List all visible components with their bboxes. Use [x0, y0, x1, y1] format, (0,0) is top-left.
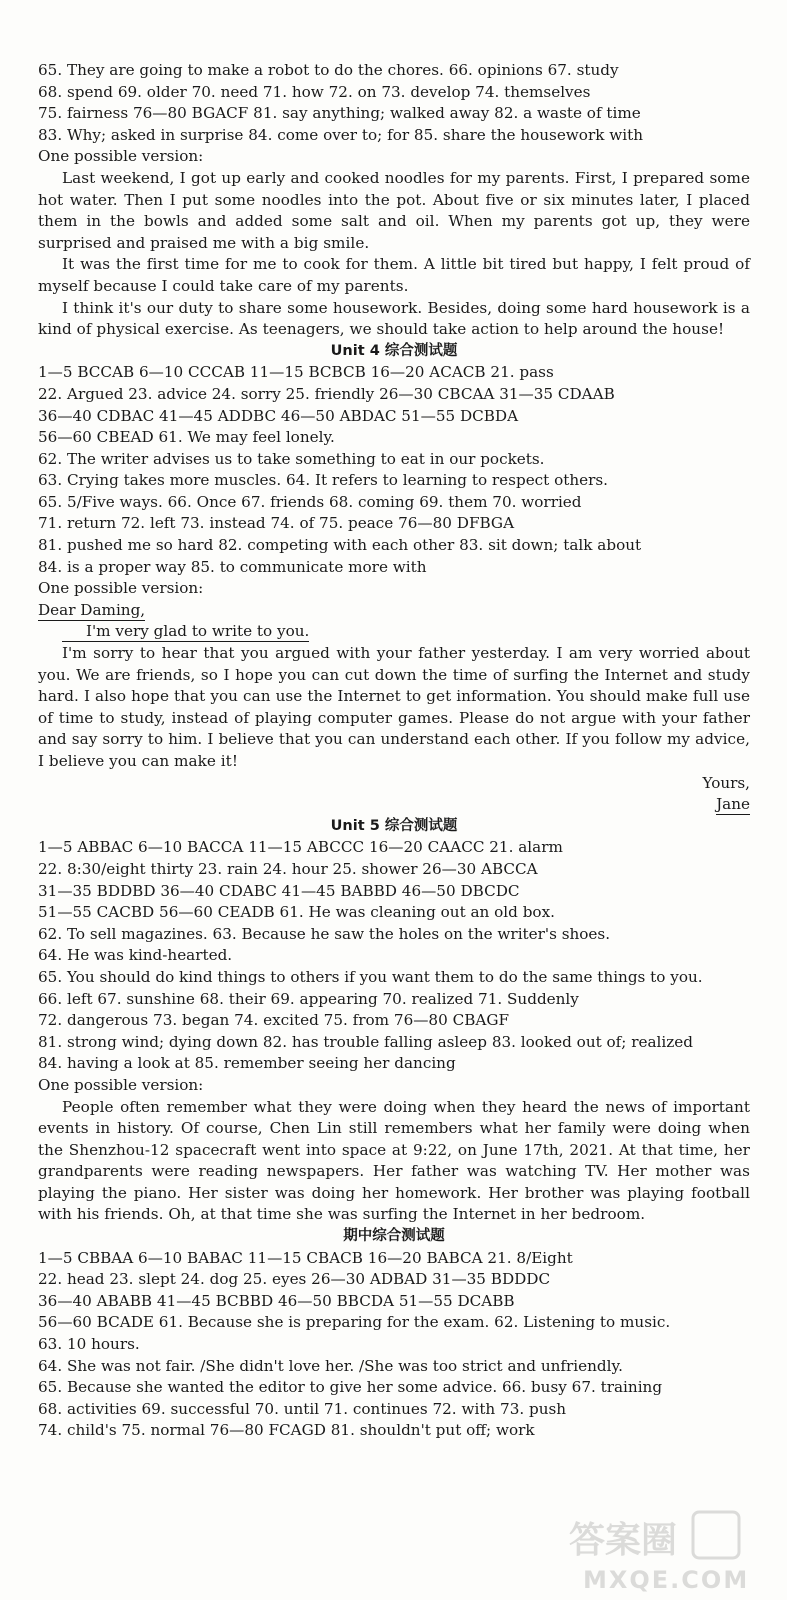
watermark-chinese: 答案圈 [569, 1520, 678, 1561]
answer-line: 75. fairness 76—80 BGACF 81. say anything; walked away 82. a waste of time [38, 104, 641, 123]
answer-line: 56—60 CBEAD 61. We may feel lonely. [38, 428, 335, 447]
section-title: Unit 4 综合测试题 [330, 342, 458, 359]
watermark-latin: MXQE.COM [583, 1566, 750, 1594]
letter-body: I'm sorry to hear that you argued with your father yesterday. I am very worried about you. We are friends, so I hope you can cut down the time of surfing the Internet and study hard. I also hope that you can use the Internet to get information. You should make full use of time to study, instead of playing computer games. Please do not argue with your father and say sorry to him. I believe that you can understand each other. If you follow my advice, I believe you can make it! [38, 644, 750, 770]
answer-line: 36—40 CDBAC 41—45 ADDBC 46—50 ABDAC 51—55 DCBDA [38, 406, 519, 425]
answer-line: 64. She was not fair. /She didn't love her. /She was too strict and unfriendly. [38, 1356, 623, 1375]
answer-line: 65. They are going to make a robot to do the chores. 66. opinions 67. study [38, 61, 619, 79]
answer-line: 83. Why; asked in surprise 84. come over to; for 85. share the housework with [38, 125, 643, 144]
answer-line: 64. He was kind-hearted. [38, 946, 233, 965]
answer-line: 1—5 CBBAA 6—10 BABAC 11—15 CBACB 16—20 BABCA 21. 8/Eight [38, 1248, 573, 1267]
answer-line: 66. left 67. sunshine 68. their 69. appearing 70. realized 71. Suddenly [38, 989, 579, 1008]
answer-line: 36—40 ABABB 41—45 BCBBD 46—50 BBCDA 51—55 DCABB [38, 1291, 515, 1310]
answer-line: 51—55 CACBD 56—60 CEADB 61. He was cleaning out an old box. [38, 903, 555, 922]
essay-paragraph: Last weekend, I got up early and cooked noodles for my parents. First, I prepared some hot water. Then I put some noodles into the pot. About five or six minutes later, I placed them in the bowls and added some salt and oil. When my parents got up, they were surprised and praised me with a big smile. [38, 168, 750, 252]
answer-line: 22. 8:30/eight thirty 23. rain 24. hour 25. shower 26—30 ABCCA [38, 859, 538, 878]
answer-line: 22. head 23. slept 24. dog 25. eyes 26—30 ADBAD 31—35 BDDDC [38, 1270, 551, 1289]
answer-line: 81. pushed me so hard 82. competing with each other 83. sit down; talk about [38, 536, 642, 555]
answer-line: 65. 5/Five ways. 66. Once 67. friends 68. coming 69. them 70. worried [38, 492, 582, 511]
answer-line: 62. To sell magazines. 63. Because he saw the holes on the writer's shoes. [38, 924, 611, 943]
answer-line: 71. return 72. left 73. instead 74. of 75. peace 76—80 DFBGA [38, 514, 515, 533]
essay-paragraph: It was the first time for me to cook for them. A little bit tired but happy, I felt proud of myself because I could take care of my parents. [38, 255, 750, 295]
letter-opening [38, 621, 750, 643]
answer-line: 84. having a look at 85. remember seeing her dancing [38, 1054, 456, 1073]
essay-paragraph: People often remember what they were doing when they heard the news of important events in history. Of course, Chen Lin still remembers what her family were doing when the Shenzhou-12 spacecraft went into space at 9:22, on June 17th, 2021. At that time, her grandparents were reading newspapers. Her father was watching TV. Her mother was playing the piano. Her sister was doing her homework. Her brother was playing football with his friends. Oh, at that time she was surfing the Internet in her bedroom. [38, 1097, 750, 1224]
essay-paragraph: I think it's our duty to share some housework. Besides, doing some hard housework is a kind of physical exercise. As teenagers, we should take action to help around the house! [38, 298, 750, 339]
answer-line: 22. Argued 23. advice 24. sorry 25. friendly 26—30 CBCAA 31—35 CDAAB [38, 384, 615, 403]
answer-line: 72. dangerous 73. began 74. excited 75. from 76—80 CBAGF [38, 1011, 509, 1030]
letter-greeting [38, 600, 750, 622]
answer-line: 63. 10 hours. [38, 1335, 140, 1354]
signature-text: Jane [716, 795, 750, 814]
letter-signature [38, 794, 750, 816]
version-label: One possible version: [38, 1075, 204, 1094]
opening-text: I'm very glad to write to you. [62, 621, 309, 642]
answer-line: 65. You should do kind things to others if you want them to do the same things to you. [38, 967, 703, 986]
answer-line: 68. spend 69. older 70. need 71. how 72. on 73. develop 74. themselves [38, 82, 591, 101]
version-label: One possible version: [38, 579, 204, 598]
section-title: 期中综合测试题 [343, 1228, 445, 1245]
version-label: One possible version: [38, 147, 204, 166]
answer-line: 84. is a proper way 85. to communicate more with [38, 557, 427, 576]
answer-line: 74. child's 75. normal 76—80 FCAGD 81. shouldn't put off; work [38, 1421, 535, 1440]
unit5-section [38, 816, 750, 1226]
answer-line: 31—35 BDDBD 36—40 CDABC 41—45 BABBD 46—50 DBCDC [38, 881, 520, 900]
unit4-section [38, 341, 750, 816]
watermark-logo [563, 1508, 773, 1594]
unit3-answer-tail [38, 60, 750, 341]
answer-line: 81. strong wind; dying down 82. has trouble falling asleep 83. looked out of; realized [38, 1032, 693, 1051]
answer-page [38, 60, 750, 1442]
answer-line: 65. Because she wanted the editor to give her some advice. 66. busy 67. training [38, 1378, 663, 1397]
answer-line: 63. Crying takes more muscles. 64. It refers to learning to respect others. [38, 471, 609, 490]
midterm-section [38, 1226, 750, 1442]
greeting-text: Dear Daming, [38, 600, 146, 619]
answer-line: 1—5 ABBAC 6—10 BACCA 11—15 ABCCC 16—20 CAACC 21. alarm [38, 838, 563, 857]
answer-line: 68. activities 69. successful 70. until 71. continues 72. with 73. push [38, 1399, 567, 1418]
answer-line: 56—60 BCADE 61. Because she is preparing for the exam. 62. Listening to music. [38, 1313, 671, 1332]
answer-line: 62. The writer advises us to take something to eat in our pockets. [38, 449, 545, 468]
section-title: Unit 5 综合测试题 [330, 817, 458, 834]
letter-closing: Yours, [702, 773, 750, 792]
watermark-logo-icon [563, 1508, 773, 1594]
answer-line: 1—5 BCCAB 6—10 CCCAB 11—15 BCBCB 16—20 ACACB 21. pass [38, 363, 554, 382]
